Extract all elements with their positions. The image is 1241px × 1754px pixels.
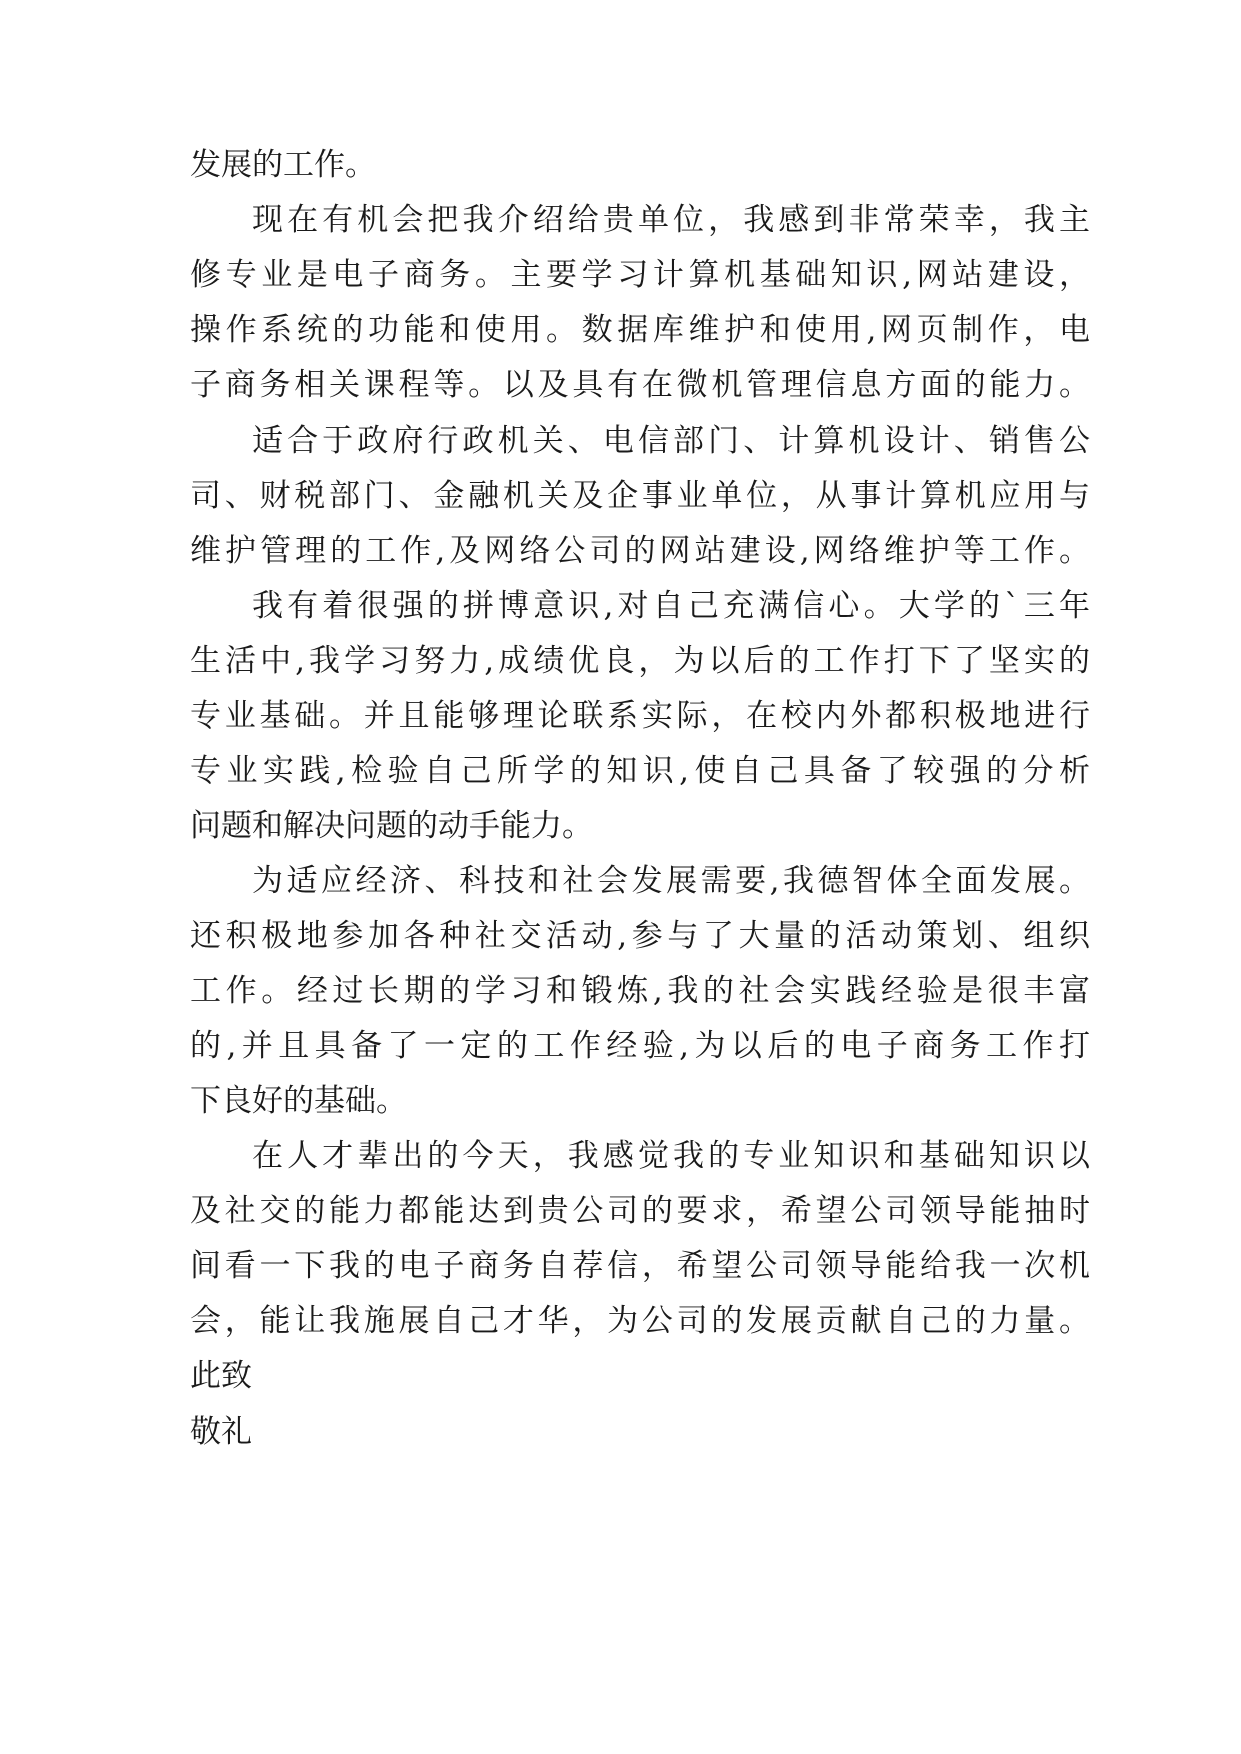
paragraph-2-line-2: 修专业是电子商务。主要学习计算机基础知识,网站建设， <box>190 257 1090 293</box>
paragraph-1-line-1: 发展的工作。 <box>190 147 376 183</box>
paragraph-5-line-2: 还积极地参加各种社交活动,参与了大量的活动策划、组织 <box>190 918 1090 954</box>
paragraph-5-line-5: 下良好的基础。 <box>190 1083 407 1119</box>
paragraph-4-line-5: 问题和解决问题的动手能力。 <box>190 808 593 844</box>
paragraph-6-line-2: 及社交的能力都能达到贵公司的要求，希望公司领导能抽时 <box>190 1193 1090 1229</box>
paragraph-4-line-2: 生活中,我学习努力,成绩优良，为以后的工作打下了坚实的 <box>190 643 1090 679</box>
paragraph-3-line-1: 适合于政府行政机关、电信部门、计算机设计、销售公 <box>252 423 1090 459</box>
paragraph-5-line-3: 工作。经过长期的学习和锻炼,我的社会实践经验是很丰富 <box>190 973 1090 1009</box>
closing-text: 此致 <box>190 1358 252 1394</box>
paragraph-3-line-2: 司、财税部门、金融机关及企事业单位，从事计算机应用与 <box>190 478 1090 514</box>
salutation-text: 敬礼 <box>190 1414 252 1450</box>
paragraph-6-line-1: 在人才辈出的今天，我感觉我的专业知识和基础知识以 <box>252 1138 1090 1174</box>
paragraph-5-line-1: 为适应经济、科技和社会发展需要,我德智体全面发展。 <box>252 863 1090 899</box>
paragraph-2-line-3: 操作系统的功能和使用。数据库维护和使用,网页制作，电 <box>190 312 1090 348</box>
paragraph-2-line-4: 子商务相关课程等。以及具有在微机管理信息方面的能力。 <box>190 367 1090 403</box>
paragraph-3-line-3: 维护管理的工作,及网络公司的网站建设,网络维护等工作。 <box>190 533 1090 569</box>
paragraph-4-line-4: 专业实践,检验自己所学的知识,使自己具备了较强的分析 <box>190 753 1090 789</box>
paragraph-4-line-1: 我有着很强的拼博意识,对自己充满信心。大学的`三年 <box>252 588 1090 624</box>
paragraph-5-line-4: 的,并且具备了一定的工作经验,为以后的电子商务工作打 <box>190 1028 1090 1064</box>
paragraph-6-line-4: 会，能让我施展自己才华，为公司的发展贡献自己的力量。 <box>190 1303 1090 1339</box>
paragraph-4-line-3: 专业基础。并且能够理论联系实际，在校内外都积极地进行 <box>190 698 1090 734</box>
paragraph-6-line-3: 间看一下我的电子商务自荐信，希望公司领导能给我一次机 <box>190 1248 1090 1284</box>
paragraph-2-line-1: 现在有机会把我介绍给贵单位，我感到非常荣幸，我主 <box>252 202 1090 238</box>
